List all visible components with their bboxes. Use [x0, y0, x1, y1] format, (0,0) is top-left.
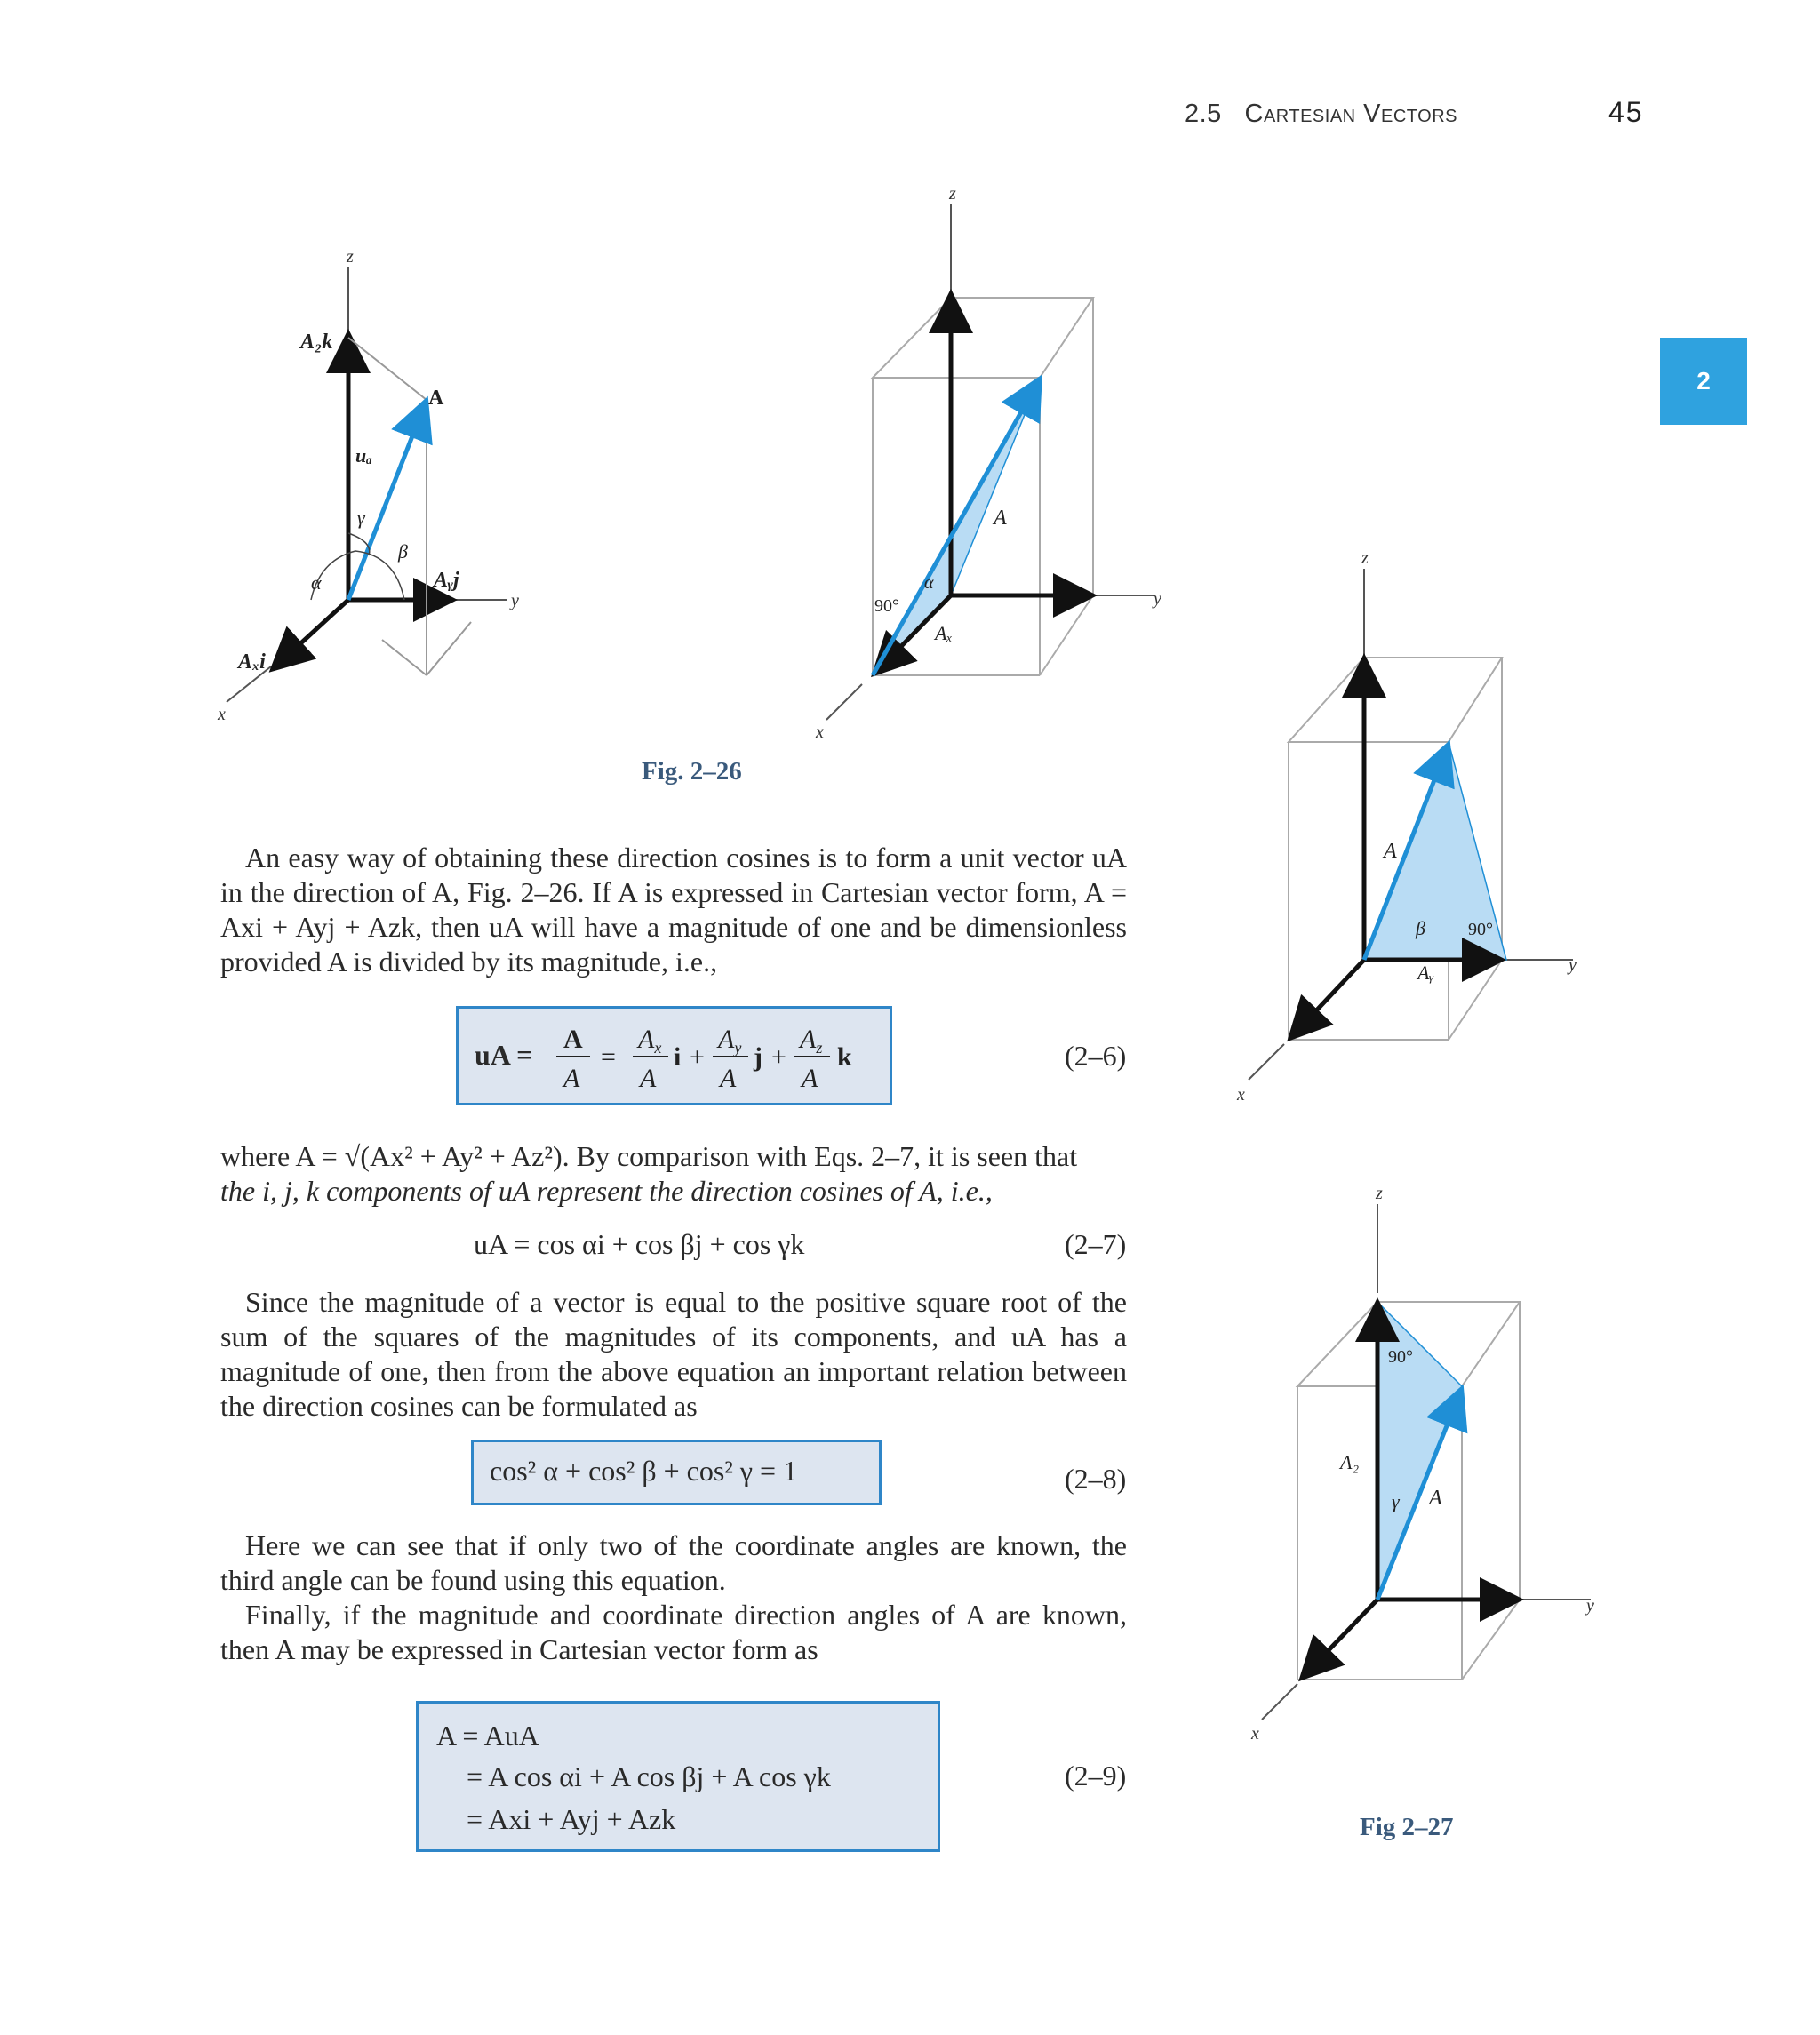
equation-2-6-fractions [547, 1014, 885, 1096]
label-azk: A₂k [300, 331, 333, 354]
axis-z-label: z [347, 249, 354, 267]
page-number: 45 [1608, 96, 1644, 128]
label-a: A [1384, 840, 1397, 863]
equation-2-8-box [471, 1440, 882, 1505]
label-az: A₂ [1340, 1451, 1360, 1473]
figure-2-27-bottom [1226, 1186, 1600, 1755]
equation-2-8-number: (2–8) [1065, 1463, 1127, 1495]
label-gamma: γ [357, 507, 365, 529]
paragraph-2 [220, 1285, 1127, 1424]
axis-y-label: y [1153, 589, 1161, 609]
label-90: 90° [1388, 1347, 1413, 1367]
axis-y-label: y [1569, 955, 1577, 975]
equation-2-9-box [416, 1701, 940, 1852]
svg-text:A: A [640, 1064, 657, 1093]
svg-text:Ax: $A_x$ [638, 1025, 662, 1057]
axi-arrow [275, 600, 348, 666]
label-a: A [1429, 1487, 1442, 1510]
equation-2-6-number: (2–6) [1065, 1040, 1127, 1072]
label-gamma: γ [1392, 1490, 1400, 1512]
axis-x-label: x [1251, 1724, 1259, 1744]
paragraph-1 [220, 841, 1127, 979]
equation-2-9-line-1: A = AuA [436, 1720, 539, 1752]
equation-2-7: uA = cos αi + cos βj + cos γk [474, 1228, 805, 1260]
label-beta: β [398, 540, 408, 563]
label-a: A [994, 507, 1007, 530]
equation-2-9-number: (2–9) [1065, 1760, 1127, 1792]
svg-text:k: k [837, 1042, 852, 1072]
where-line-2: the i, j, k components of uA represent the direction cosines of A, i.e., [220, 1175, 993, 1207]
figure-2-26-right [800, 187, 1173, 755]
paragraph-3 [220, 1528, 1127, 1667]
label-alpha: α [311, 571, 322, 594]
label-ua: uₐ [355, 444, 372, 467]
axis-z-label: z [1361, 551, 1369, 568]
label-axi: Aₓi [238, 650, 266, 674]
equation-2-9-line-3: = Axi + Ayj + Azk [467, 1803, 676, 1835]
axis-x-label: x [218, 705, 226, 724]
svg-text:A: A [720, 1064, 737, 1093]
svg-text:A: A [802, 1064, 818, 1093]
label-90: 90° [874, 596, 899, 616]
figure-2-27-top [1217, 551, 1591, 1102]
where-line-1: where A = √(Ax² + Ay² + Az²). By comparison with Eqs. 2–7, it is seen that [220, 1140, 1078, 1172]
svg-text:A: A [563, 1025, 583, 1054]
section-number: 2.5 [1185, 100, 1222, 128]
axis-z-label: z [1376, 1186, 1383, 1203]
label-a: A [428, 387, 444, 410]
svg-text:A: A [563, 1064, 580, 1093]
chapter-tab: 2 [1660, 338, 1747, 425]
figure-2-26-caption: Fig. 2–26 [642, 757, 742, 786]
paragraph-2-text: Since the magnitude of a vector is equal to the positive square root of the sum of the squares of the magnitudes of its components, and uA has a magnitude of one, then from the above equation an important relation between the direction cosines can be formulated as [220, 1286, 1127, 1422]
vector-a [873, 382, 1038, 675]
equation-2-6-lhs: uA = [475, 1039, 533, 1071]
section-title: Cartesian Vectors [1244, 100, 1457, 128]
vector-a [348, 404, 425, 600]
label-beta: β [1416, 917, 1425, 939]
figure-2-26-left [204, 249, 578, 746]
label-90: 90° [1468, 920, 1493, 939]
running-header [1185, 100, 1457, 129]
svg-text:i: i [674, 1042, 682, 1072]
where-text [220, 1139, 1127, 1209]
equation-2-6-box [456, 1006, 892, 1105]
svg-text:Ay: $A_y$ [718, 1025, 742, 1057]
label-ayj: Aᵧj [434, 569, 459, 592]
label-ax: Aₓ [935, 622, 953, 644]
label-ay: Aᵧ [1417, 962, 1434, 984]
axis-z-label: z [949, 187, 956, 204]
axis-y-label: y [511, 591, 519, 610]
svg-text:+: + [690, 1042, 705, 1072]
axis-x-label: x [1237, 1085, 1245, 1102]
paragraph-1-text: An easy way of obtaining these direction cosines is to form a unit vector uA in the direction of A, Fig. 2–26. If A is expressed in Cartesian vector form, A = Axi + Ayj + Azk, then uA will have a magnitude of one and be dimensionless provided A is divided by its magnitude, i.e., [220, 842, 1127, 978]
label-alpha: α [924, 573, 934, 593]
svg-text:=: = [601, 1042, 616, 1072]
paragraph-3-text: Here we can see that if only two of the coordinate angles are known, the third angle can be found using this equation. [220, 1529, 1127, 1596]
equation-2-8: cos² α + cos² β + cos² γ = 1 [490, 1455, 798, 1487]
paragraph-4-text: Finally, if the magnitude and coordinate direction angles of A are known, then A may be expressed in Cartesian vector form as [220, 1599, 1127, 1665]
axis-y-label: y [1586, 1596, 1594, 1616]
svg-text:j: j [754, 1042, 762, 1072]
svg-text:+: + [771, 1042, 786, 1072]
axis-x-label: x [816, 722, 824, 742]
svg-text:Az: $A_z$ [800, 1025, 823, 1057]
figure-2-27-caption: Fig 2–27 [1360, 1813, 1454, 1841]
equation-2-7-number: (2–7) [1065, 1228, 1127, 1260]
equation-2-9-line-2: = A cos αi + A cos βj + A cos γk [467, 1760, 831, 1792]
